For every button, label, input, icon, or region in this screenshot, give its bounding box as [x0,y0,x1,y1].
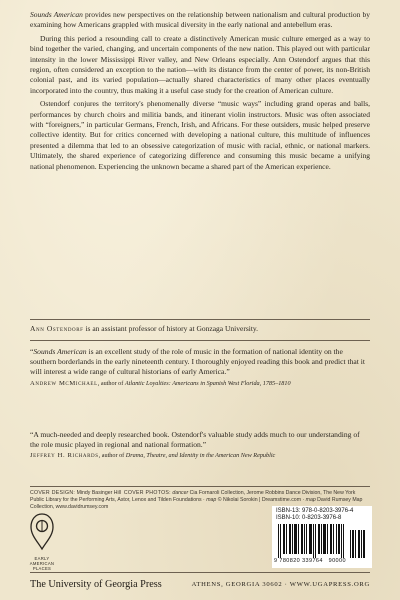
endorsement-2-text: “A much-needed and deeply researched book. Ostendorf's valuable study adds much to our understanding of the role music played in regional and national formation.” [30,430,360,450]
publisher-address: ATHENS, GEORGIA 30602 · WWW.UGAPRESS.ORG [191,581,370,588]
description-paragraph-2: During this period a resounding call to create a distinctively American music culture emerged as a way to bind together the varied, changing, and uncertain components of the new nation. This played out with particular intensity in the lower Mississippi River valley, and New Orleans especially. Ann Ostendorf argues that this region, often considered an exception to the nation—with its distance from the center of power, its non-British colonial past, and its varied population—actually shared characteristics of many other places eventually incorporated into the country, thus making it a useful case study for the creation of American culture. [30,33,370,95]
isbn-barcode-block [272,506,372,568]
author-name: Ann Ostendorf [30,324,84,333]
description-paragraph-1: Sounds American provides new perspectives on the relationship between nationalism and cultural production by examining how Americans grappled with musical diversity in the early national and antebellum eras. [30,10,370,30]
description-paragraph-3: Ostendorf conjures the territory's phenomenally diverse “music ways” including grand operas and balls, performances by church choirs and militia bands, and itinerant violin instructors. Music was often associated with “foreigners,” in particular Germans, French, Irish, and Africans. For these outsiders, music helped preserve collective identity. But for critics concerned with developing a national culture, this multitude of influences presented a dilemma that led to an obsessive categorization of music with racial, ethnic, or national markers. Ultimately, the shared experience of categorizing difference and consuming this music became a unifying national phenomenon. Experiencing the unknown became a shared part of the American experience. [30,99,370,171]
endorsement-2-attribution: Jeffrey H. Richards, author of Drama, Theatre, and Identity in the American New Republic [30,452,276,460]
isbn-13: ISBN-13: 978-0-8203-3976-4 [276,508,354,514]
publisher-footer [30,578,370,594]
barcode-digits: 9 780820 339764 90000 [274,558,346,564]
divider-credits [30,486,370,487]
book-title-italic: Sounds American [30,10,83,19]
author-bio: Ann Ostendorf is an assistant professor of history at Gonzaga University. [30,324,259,333]
divider-footer [30,572,370,573]
cover-credits: COVER DESIGN: Mindy Basinger Hill COVER PHOTOS: dancer Cia Fornaroli Collection, Jerome Robbins Dance Division, The New York Public Library for the Performing Arts, Astor, Lenox and Tilden Foundations · map © Nikolai Sorokin | Dreamstime.com · map David Rumsey Map Collection, www.davidrumsey.com [30,490,363,510]
endorsement-1 [30,347,370,388]
endorsement-2 [30,430,370,460]
endorsement-1-attribution: Andrew McMichael, author of Atlantic Loyalties: Americans in Spanish West Florida, 1785–1810 [30,379,291,387]
book-description [30,10,370,175]
divider-bio [30,340,370,341]
endorsement-1-text: “Sounds American is an excellent study of the role of music in the formation of national identity on the southern borderlands in the early nineteenth century. I thoroughly enjoyed reading this book and predict that it will interest a wide range of cultural historians of early America.” [30,347,366,377]
logo-caption: EARLY AMERICAN PLACES [29,556,55,571]
publisher-name: The University of Georgia Press [30,579,162,590]
barcode-addon: 90000 [328,558,346,564]
divider-top [30,319,370,320]
barcode-icon [276,524,368,558]
isbn-10: ISBN-10: 0-8203-3976-8 [276,515,342,521]
